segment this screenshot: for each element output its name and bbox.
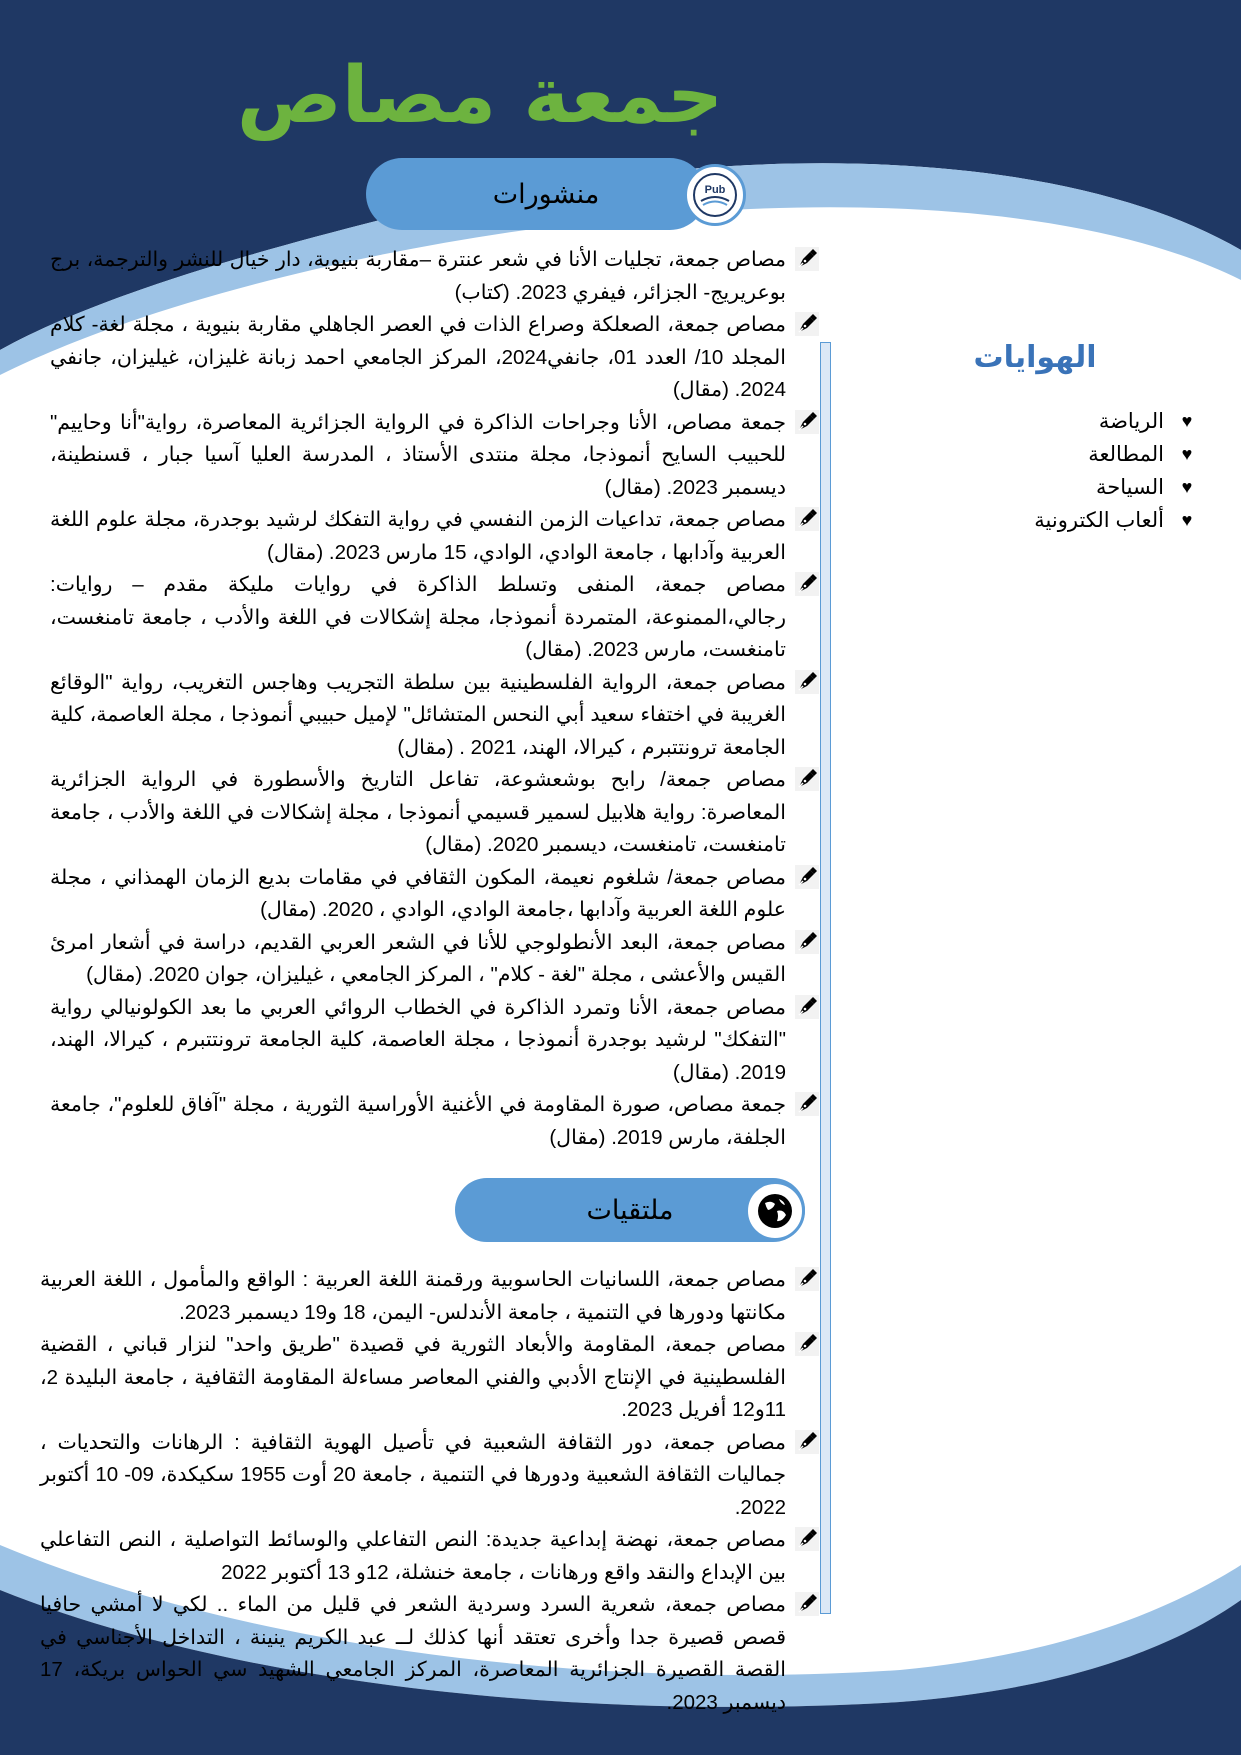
pen-bullet-icon [792,864,820,892]
list-item [40,1264,820,1329]
publications-badge [684,164,746,226]
pen-bullet-icon [792,994,820,1022]
pen-bullet-icon [792,246,820,274]
hobbies-list [960,405,1200,537]
publications-header [366,158,706,230]
pen-bullet-icon [792,1591,820,1619]
list-item [40,1524,820,1589]
heart-icon: ♥ [1181,411,1193,431]
pen-bullet-icon [792,929,820,957]
list-item [50,764,820,862]
list-item [40,1329,820,1427]
pen-bullet-icon [792,506,820,534]
publication-text: مصاص جمعة، البعد الأنطولوجي للأنا في الشعر العربي القديم، دراسة في أشعار امرئ القيس والأعشى ، مجلة "لغة - كلام" ، المركز الجامعي ، غيليزان، جوان 2020. (مقال) [50,930,786,986]
list-item [40,1427,820,1525]
pen-bullet-icon [792,766,820,794]
pen-bullet-icon [792,669,820,697]
publication-text: مصاص جمعة، تجليات الأنا في شعر عنترة –مقاربة بنيوية، دار خيال للنشر والترجمة، برج بوعريريج- الجزائر، فيفري 2023. (كتاب) [50,248,786,304]
globe-icon [755,1191,795,1231]
list-item [50,862,820,927]
person-name: جمعة مصاص [236,51,724,141]
list-item [50,309,820,407]
conferences-list [40,1264,820,1719]
publications-list [50,244,820,1154]
list-item [960,405,1200,438]
conference-text: مصاص جمعة، شعرية السرد وسردية الشعر في قليل من الماء .. لكي لا أمشي حافيا قصص قصيرة جدا وأخرى تعتقد أنها كذلك لــ عبد الكريم ينينة ، التداخل الأجناسي في القصة القصيرة الجزائرية المعاصرة، المركز الجامعي الشهيد سي الحواس بريكة، 17 ديسمبر 2023. [40,1593,786,1714]
conference-text: مصاص جمعة، نهضة إبداعية جديدة: النص التفاعلي والوسائط التواصلية ، النص التفاعلي بين الإبداع والنقد واقع ورهانات ، جامعة خنشلة، 12و 13 أكتوبر 2022 [40,1528,786,1584]
pen-bullet-icon [792,311,820,339]
publication-text: مصاص جمعة، الأنا وتمرد الذاكرة في الخطاب الروائي العربي ما بعد الكولونيالي رواية "التفكك" لرشيد بوجدرة أنموذجا ، مجلة العاصمة، كلية الجامعة ترونتتبرم ، كيرالا، الهند، 2019. (مقال) [50,995,786,1084]
list-item [960,504,1200,537]
hobbies-title: الهوايات [973,341,1097,374]
conference-text: مصاص جمعة، دور الثقافة الشعبية في تأصيل الهوية الثقافية : الرهانات والتحديات ، جماليات الثقافة الشعبية ودورها في التنمية ، جامعة 20 أوت 1955 سكيكدة، 09- 10 أكتوبر 2022. [40,1430,786,1519]
publication-text: مصاص جمعة، المنفى وتسلط الذاكرة في روايات مليكة مقدم – روايات: رجالي،الممنوعة، المتمردة أنموذجا، مجلة إشكالات في اللغة والأدب ، جامعة تامنغست، تامنغست، مارس 2023. (مقال) [50,573,786,661]
publication-text: جمعة مصاص، الأنا وجراحات الذاكرة في الرواية الجزائرية المعاصرة، رواية"أنا وحاييم" للحبيب السايح أنموذجا، مجلة منتدى الأستاذ ، المدرسة العليا آسيا جبار ، قسنطينة، ديسمبر 2023. (مقال) [50,410,786,499]
pen-bullet-icon [792,1429,820,1457]
pen-bullet-icon [792,1091,820,1119]
heart-icon: ♥ [1181,510,1193,530]
publication-text: مصاص جمعة/ رابح بوشعشوعة، تفاعل التاريخ والأسطورة في الرواية الجزائرية المعاصرة: رواية هلابيل لسمير قسيمي أنموذجا ، مجلة إشكالات في اللغة والأدب ، جامعة تامنغست، تامنغست، ديسمبر 2020. (مقال) [50,768,786,856]
publication-text: مصاص جمعة، تداعيات الزمن النفسي في رواية التفكك لرشيد بوجدرة، مجلة علوم اللغة العربية وآدابها ، جامعة الوادي، الوادي، 15 مارس 2023. (مقال) [50,508,786,564]
publication-text: جمعة مصاص، صورة المقاومة في الأغنية الأوراسية الثورية ، مجلة "آفاق للعلوم"، جامعة الجلفة، مارس 2019. (مقال) [50,1093,786,1149]
conference-text: مصاص جمعة، اللسانيات الحاسوبية ورقمنة اللغة العربية : الواقع والمأمول ، اللغة العربية مكانتها ودورها في التنمية ، جامعة الأندلس- اليمن، 18 و19 ديسمبر 2023. [40,1268,786,1324]
list-item [50,992,820,1090]
vertical-divider [820,342,831,1614]
publication-icon-label: Pub [704,184,726,196]
publication-icon [691,171,739,219]
pen-bullet-icon [792,1331,820,1359]
publication-text: مصاص جمعة/ شلغوم نعيمة، المكون الثقافي في مقامات بديع الزمان الهمذاني ، مجلة علوم اللغة العربية وآدابها ،جامعة الوادي، الوادي ، 2020. (مقال) [50,865,786,921]
hobby-label: الرياضة [1098,410,1164,433]
list-item [50,504,820,569]
list-item [50,927,820,992]
list-item [50,407,820,505]
list-item [960,471,1200,504]
pen-bullet-icon [792,409,820,437]
list-item [50,667,820,765]
list-item [50,244,820,309]
list-item [960,438,1200,471]
publication-text: مصاص جمعة، الرواية الفلسطينية بين سلطة التجريب وهاجس التغريب، رواية "الوقائع الغريبة في اختفاء سعيد أبي النحس المتشائل" لإميل حبيبي أنموذجا ، مجلة العاصمة، كلية الجامعة ترونتتبرم ، كيرالا، الهند، 2021 . (مقال) [50,670,786,759]
publication-text: مصاص جمعة، الصعلكة وصراع الذات في العصر الجاهلي مقاربة بنيوية ، مجلة لغة- كلام المجلد 10/ العدد 01، جانفي2024، المركز الجامعي احمد زبانة غليزان، غيليزان، جانفي 2024. (مقال) [50,313,786,401]
list-item [50,569,820,667]
hobby-label: ألعاب الكترونية [1034,509,1164,532]
conferences-badge [745,1181,805,1241]
list-item [40,1589,820,1719]
heart-icon: ♥ [1181,444,1193,464]
pen-bullet-icon [792,1266,820,1294]
conference-text: مصاص جمعة، المقاومة والأبعاد الثورية في قصيدة "طريق واحد" لنزار قباني ، القضية الفلسطينية في الإنتاج الأدبي والفني المعاصر مساءلة المقاومة الثقافية ، جامعة البليدة 2، 11و12 أفريل 2023. [40,1333,786,1421]
pen-bullet-icon [792,1526,820,1554]
publications-title: منشورات [492,179,600,209]
heart-icon: ♥ [1181,477,1193,497]
hobby-label: السياحة [1096,476,1164,499]
hobby-label: المطالعة [1088,443,1164,466]
conferences-title: ملتقيات [586,1195,674,1225]
list-item [50,1089,820,1154]
pen-bullet-icon [792,571,820,599]
